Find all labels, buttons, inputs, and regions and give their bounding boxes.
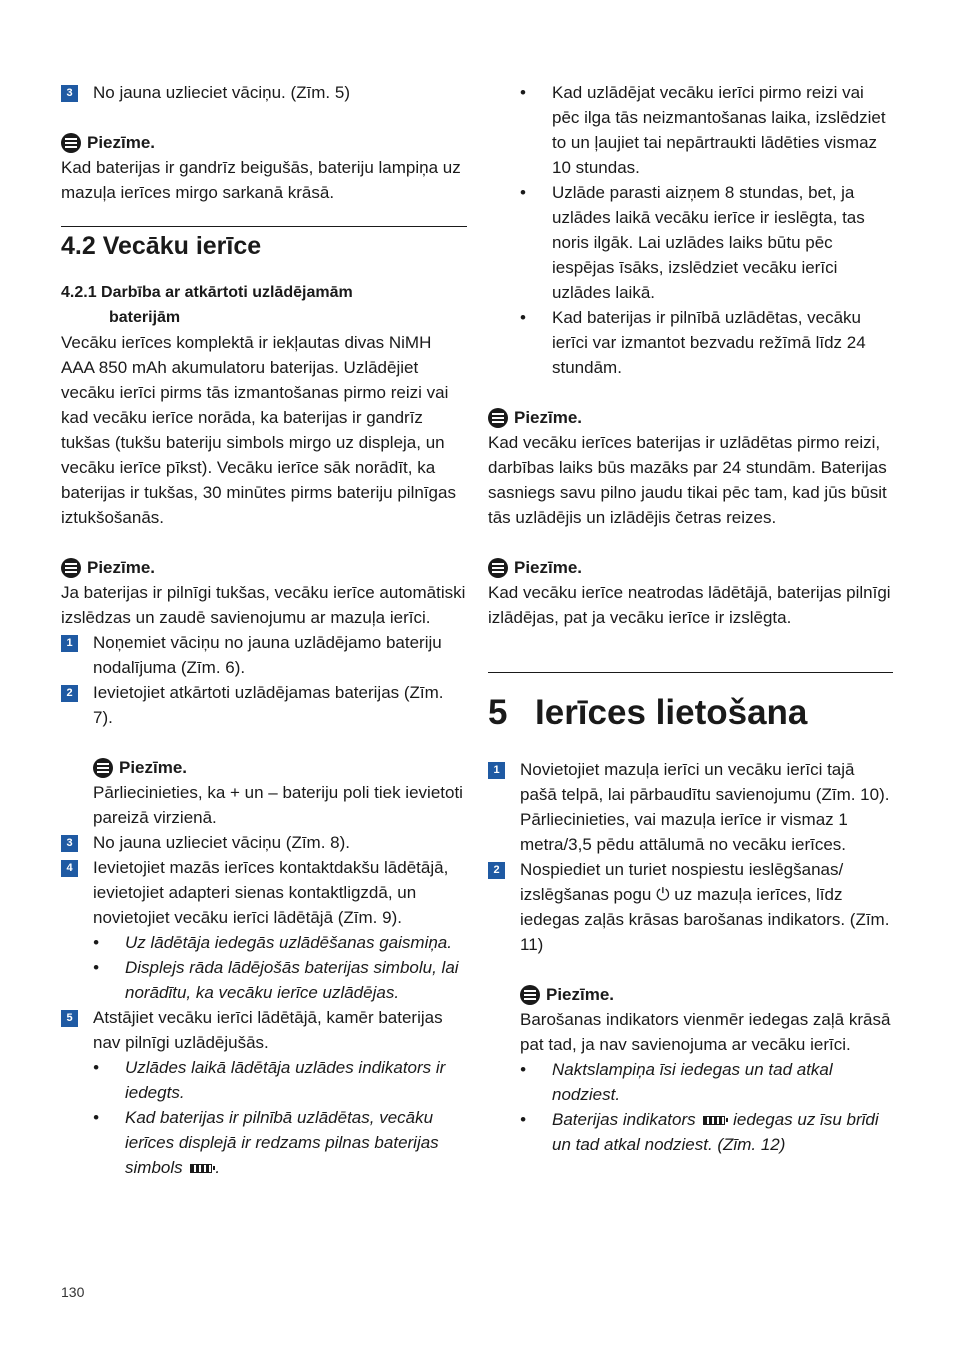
step-1 xyxy=(488,757,893,857)
chapter-title: 5 Ierīces lietošana xyxy=(488,693,808,732)
section-title: 4.2 Vecāku ierīce xyxy=(61,232,262,260)
step-number: 1 xyxy=(61,635,78,652)
note-heading: Piezīme. xyxy=(61,130,467,155)
note-icon xyxy=(488,408,508,428)
list-item: • Kad baterijas ir pilnībā uzlādētas, vecāku ierīces displejā ir redzams pilnas baterijas simbols . xyxy=(93,1105,467,1180)
step-text: Noņemiet vāciņu no jauna uzlādējamo bateriju nodalījuma (Zīm. 6). xyxy=(93,633,442,677)
step-1 xyxy=(61,630,467,680)
step-2 xyxy=(488,857,893,957)
note-text: Pārliecinieties, ka + un – bateriju poli tiek ievietoti pareizā virzienā. xyxy=(93,783,463,827)
step-number: 1 xyxy=(488,762,505,779)
section-divider xyxy=(61,226,467,227)
step-text: Novietojiet mazuļa ierīci un vecāku ierīci tajā pašā telpā, lai pārbaudītu savienojumu (Zīm. 10). xyxy=(520,760,890,804)
note-text: Barošanas indikators vienmēr iedegas zaļā krāsā pat tad, ja nav savienojuma ar vecāku ierīci. xyxy=(520,1010,891,1054)
step-text: Atstājiet vecāku ierīci lādētājā, kamēr baterijas nav pilnīgi uzlādējušās. xyxy=(93,1008,443,1052)
step-number: 4 xyxy=(61,860,78,877)
note-text: Kad vecāku ierīce neatrodas lādētājā, baterijas pilnīgi izlādējas, pat ja vecāku ierīce ir izslēgta. xyxy=(488,583,891,627)
step-number: 3 xyxy=(61,835,78,852)
chapter-divider xyxy=(488,672,893,673)
list-item: • Kad baterijas ir pilnībā uzlādētas, vecāku ierīci var izmantot bezvadu režīmā līdz 24 stundām. xyxy=(520,305,893,380)
list-item: • Naktslampiņa īsi iedegas un tad atkal nodziest. xyxy=(520,1057,893,1107)
note-icon xyxy=(93,758,113,778)
note-icon xyxy=(520,985,540,1005)
step-number: 3 xyxy=(61,85,78,102)
page-number: 130 xyxy=(61,1284,85,1300)
battery-icon xyxy=(703,1116,725,1125)
subsection-title: 4.2.1 Darbība ar atkārtoti uzlādējamām baterijām xyxy=(61,284,353,326)
step-5 xyxy=(61,1005,467,1055)
list-item: • Baterijas indikators iedegas uz īsu brīdi un tad atkal nodziest. (Zīm. 12) xyxy=(520,1107,893,1157)
step-text: Pārliecinieties, vai mazuļa ierīce ir vismaz 1 metra/3,5 pēdu attālumā no vecāku ierīces. xyxy=(520,810,848,854)
step-4 xyxy=(61,855,467,930)
step-number: 5 xyxy=(61,1010,78,1027)
left-column xyxy=(61,80,467,1180)
note-icon xyxy=(61,558,81,578)
note-heading: Piezīme. xyxy=(488,405,893,430)
list-item: • Uz lādētāja iedegās uzlādēšanas gaismiņa. xyxy=(93,930,467,955)
note-icon xyxy=(488,558,508,578)
note-heading: Piezīme. xyxy=(93,755,467,780)
step-2 xyxy=(61,680,467,730)
step-3 xyxy=(61,830,467,855)
step-number: 2 xyxy=(488,862,505,879)
note-heading: Piezīme. xyxy=(520,982,893,1007)
note-icon xyxy=(61,133,81,153)
battery-full-icon xyxy=(190,1164,212,1173)
right-column xyxy=(488,80,893,1157)
list-item: • Uzlādes laikā lādētāja uzlādes indikators ir iedegts. xyxy=(93,1055,467,1105)
step-text: No jauna uzlieciet vāciņu (Zīm. 8). xyxy=(93,833,350,852)
note-heading: Piezīme. xyxy=(488,555,893,580)
power-icon: ⏻ xyxy=(656,885,670,904)
paragraph: Vecāku ierīces komplektā ir iekļautas divas NiMH AAA 850 mAh akumulatoru baterijas. Uzlādējiet vecāku ierīci pirms tās izmantošanas pirmo reizi vai kad vecāku ierīce norāda, ka baterijas ir gandrīz tukšas (tukšu bateriju simbols mirgo uz displeja, un vecāku ierīce pīkst). Vecāku ierīce sāk norādīt, ka baterijas ir tukšas, 30 minūtes pirms bateriju pilnīgas iztukšošanās. xyxy=(61,333,456,527)
list-item: • Kad uzlādējat vecāku ierīci pirmo reizi vai pēc ilga tās neizmantošanas laika, izslēdziet to un ļaujiet tai nepārtraukti lādēties vismaz 10 stundas. xyxy=(520,80,893,180)
list-item: • Uzlāde parasti aizņem 8 stundas, bet, ja uzlādes laikā vecāku ierīce ir ieslēgta, tas noris ilgāk. Lai uzlādes laiks būtu pēc iespējas īsāks, izslēdziet vecāku ierīci uzlādes laikā. xyxy=(520,180,893,305)
step-text: Ievietojiet mazās ierīces kontaktdakšu lādētājā, ievietojiet adapteri sienas kontaktligzdā, un novietojiet vecāku ierīci lādētājā (Zīm. 9). xyxy=(93,858,449,927)
step-text: Ievietojiet atkārtoti uzlādējamas baterijas (Zīm. 7). xyxy=(93,683,444,727)
step-text: Nospiediet un turiet nospiestu ieslēgšanas/ izslēgšanas pogu ⏻ uz mazuļa ierīces, līdz iedegas zaļās krāsas barošanas indikators. (Zīm. 11) xyxy=(520,860,890,954)
list-item: • Displejs rāda lādējošās baterijas simbolu, lai norādītu, ka vecāku ierīce uzlādējas. xyxy=(93,955,467,1005)
note-text: Kad vecāku ierīces baterijas ir uzlādētas pirmo reizi, darbības laiks būs mazāks par 24 stundām. Baterijas sasniegs savu pilno jaudu tikai pēc tam, kad jūs būsit tās uzlādējis un izlādējis četras reizes. xyxy=(488,433,887,527)
step-number: 2 xyxy=(61,685,78,702)
step-3-top xyxy=(61,80,467,105)
note-text: Kad baterijas ir gandrīz beigušās, bateriju lampiņa uz mazuļa ierīces mirgo sarkanā krāsā. xyxy=(61,158,461,202)
step-text: No jauna uzlieciet vāciņu. (Zīm. 5) xyxy=(93,83,350,102)
note-text: Ja baterijas ir pilnīgi tukšas, vecāku ierīce automātiski izslēdzas un zaudē savienojumu ar mazuļa ierīci. xyxy=(61,583,466,627)
note-heading: Piezīme. xyxy=(61,555,467,580)
